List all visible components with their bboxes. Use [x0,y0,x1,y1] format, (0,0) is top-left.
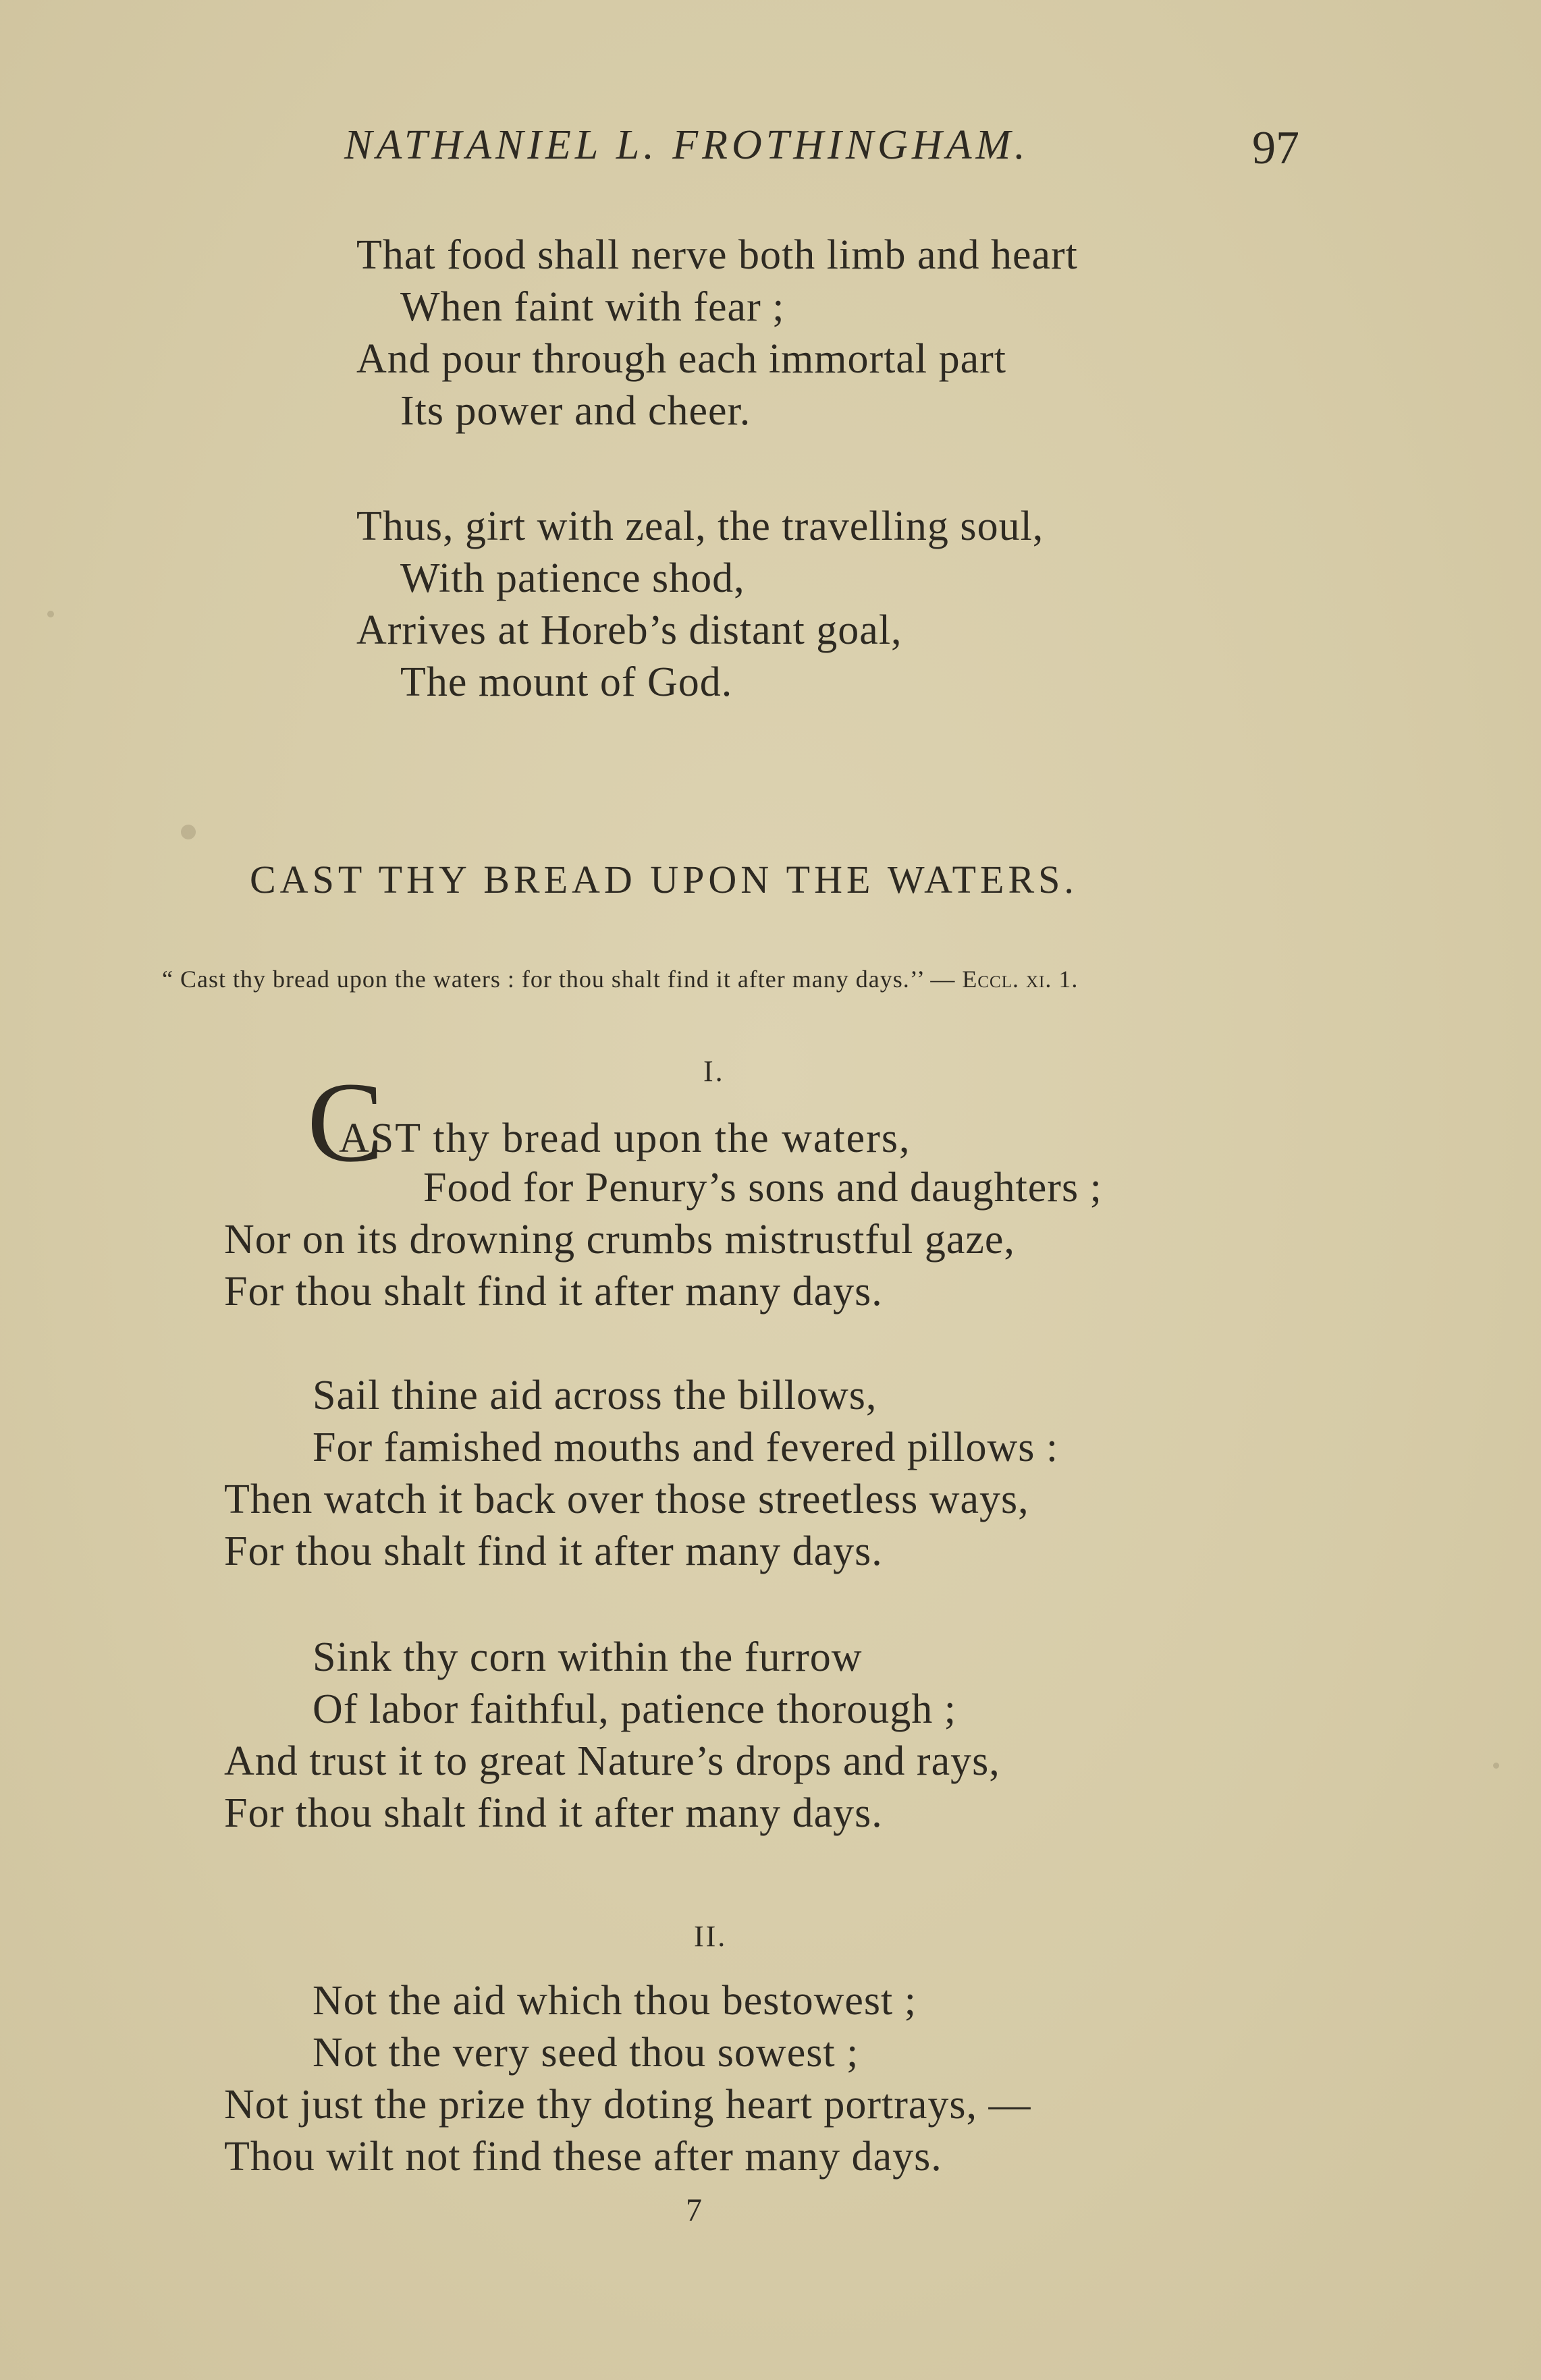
page-number: 97 [1252,122,1299,174]
paper-speck [47,611,54,617]
poem-first-line: AST thy bread upon the waters, [339,1115,911,1161]
poem-line: Thou wilt not find these after many days. [224,2134,942,2180]
poem-line: The mount of God. [400,659,733,705]
paper-speck [181,825,196,839]
poem-line: Sink thy corn within the furrow [313,1634,863,1680]
poem-line: For thou shalt find it after many days. [224,1790,883,1836]
poem-line: Sail thine aid across the billows, [313,1373,877,1418]
poem-line: When faint with fear ; [400,284,785,330]
section-numeral: II. [694,1920,728,1953]
poem-line: Of labor faithful, patience thorough ; [313,1686,956,1732]
epigraph [162,965,1078,993]
poem-title: CAST THY BREAD UPON THE WATERS. [250,858,1078,902]
poem-line: Then watch it back over those streetless ways, [224,1476,1029,1522]
poem-line: With patience shod, [400,555,745,601]
signature-mark: 7 [686,2192,702,2228]
poem-line: For famished mouths and fevered pillows : [313,1424,1059,1470]
drop-cap: C [307,1059,384,1186]
epigraph-reference: Eccl. xi. 1. [962,966,1079,993]
poem-line: And trust it to great Nature’s drops and rays, [224,1738,1000,1784]
poem-line: Arrives at Horeb’s distant goal, [356,607,902,653]
poem-line: Not just the prize thy doting heart portrays, — [224,2082,1031,2128]
poem-line: And pour through each immortal part [356,336,1007,382]
poem-line: For thou shalt find it after many days. [224,1528,883,1574]
poem-line: That food shall nerve both limb and heart [356,232,1078,278]
poem-line: For thou shalt find it after many days. [224,1269,883,1314]
poem-line: Food for Penury’s sons and daughters ; [423,1165,1102,1211]
paper-speck [1493,1763,1499,1769]
poem-line: Nor on its drowning crumbs mistrustful gaze, [224,1217,1015,1263]
poem-line: Its power and cheer. [400,388,751,434]
epigraph-text: “ Cast thy bread upon the waters : for thou shalt find it after many days.’’ — [162,966,956,993]
running-head: NATHANIEL L. FROTHINGHAM. [344,122,1029,168]
poem-line: Not the very seed thou sowest ; [313,2030,859,2076]
poem-line: Not the aid which thou bestowest ; [313,1978,917,2024]
poem-line: Thus, girt with zeal, the travelling soul, [356,503,1044,549]
section-numeral: I. [703,1055,725,1088]
